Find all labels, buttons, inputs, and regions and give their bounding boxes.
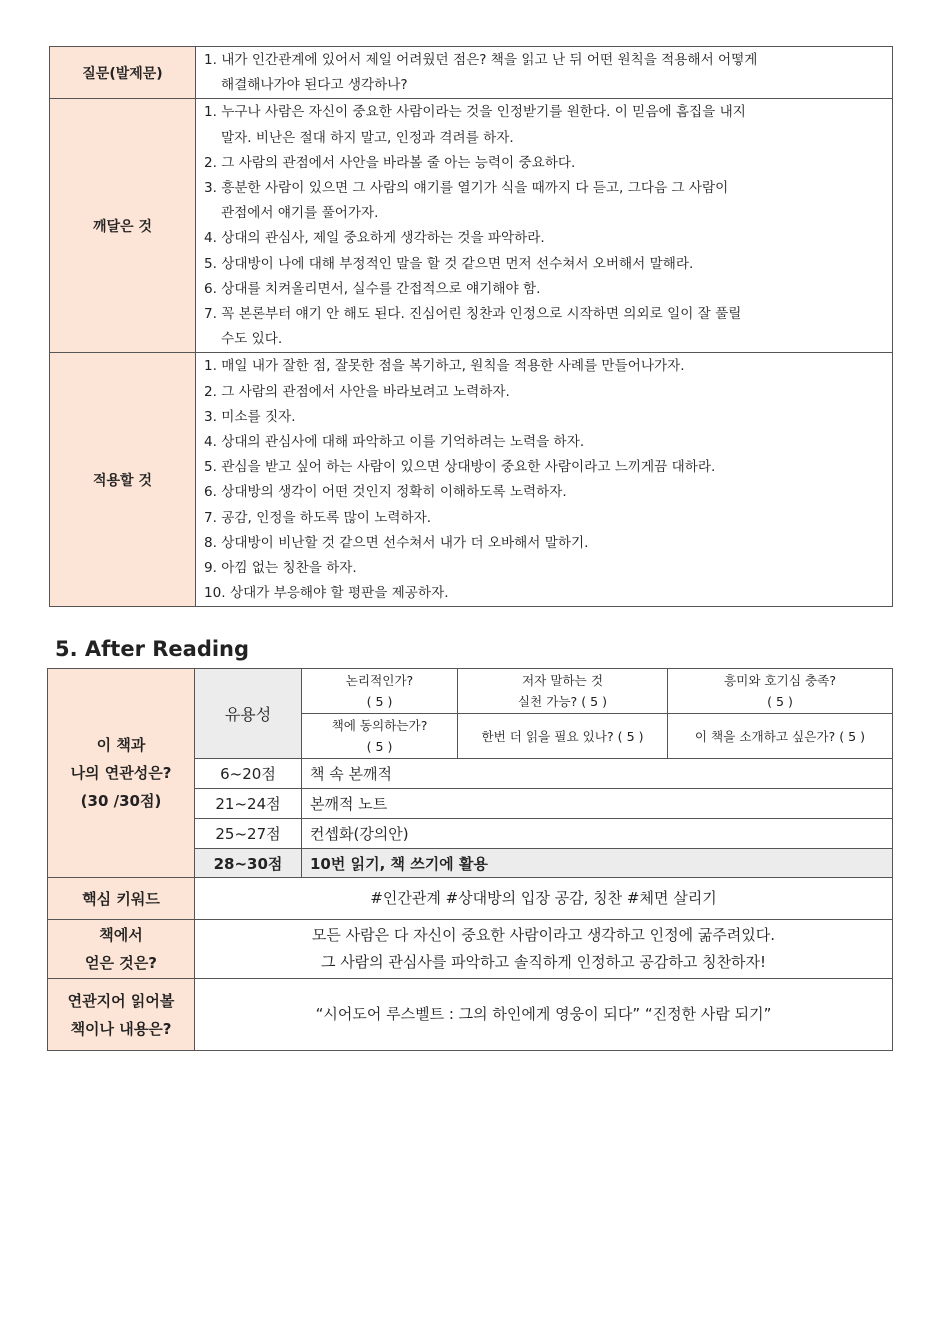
row-content: [196, 47, 893, 99]
criteria-practice: [458, 669, 668, 714]
relevance-score-total: (30 /30점): [80, 792, 162, 810]
content-line: 말자. 비난은 절대 하지 말고, 인정과 격려를 하자.: [221, 129, 514, 146]
score-range: 28~30점: [195, 849, 302, 878]
criteria-question: 저자 말하는 것: [522, 673, 603, 688]
content-line: 4. 상대의 관심사, 제일 중요하게 생각하는 것을 파악하라.: [204, 230, 545, 247]
score-desc: 책 속 본깨적: [302, 759, 893, 789]
row-label: 질문(발제문): [50, 47, 196, 99]
content-line: 5. 관심을 받고 싶어 하는 사람이 있으면 상대방이 중요한 사람이라고 느끼게끔 대하라.: [204, 459, 716, 476]
content-line: 1. 누구나 사람은 자신이 중요한 사람이라는 것을 인정받기를 원한다. 이 믿음에 흠집을 내지: [204, 104, 746, 121]
content-line: 8. 상대방이 비난할 것 같으면 선수쳐서 내가 더 오바해서 말하기.: [204, 534, 589, 551]
gained-label-line: 얻은 것은?: [85, 954, 157, 972]
criteria-score: ( 5 ): [366, 694, 393, 709]
criteria-interest: [668, 669, 893, 714]
relevance-label-line: 나의 연관성은?: [70, 764, 172, 782]
criteria-score: ( 5 ): [767, 694, 793, 709]
score-range: 6~20점: [195, 759, 302, 789]
related-label: [48, 979, 195, 1051]
relevance-label: [48, 669, 195, 878]
gained-label: [48, 920, 195, 979]
content-line: 3. 미소를 짓자.: [204, 408, 296, 425]
content-line: 2. 그 사람의 관점에서 사안을 바라보려고 노력하자.: [204, 383, 510, 400]
content-line: 6. 상대방의 생각이 어떤 것인지 정확히 이해하도록 노력하자.: [204, 484, 567, 501]
section-title: 5. After Reading: [55, 637, 250, 661]
score-range: 25~27점: [195, 819, 302, 849]
score-desc: 본깨적 노트: [302, 789, 893, 819]
keyword-label: 핵심 키워드: [48, 878, 195, 920]
related-label-line: 책이나 내용은?: [70, 1019, 172, 1038]
criteria-reread: 한번 더 읽을 필요 있나? ( 5 ): [458, 714, 668, 759]
realization-row: [50, 99, 893, 353]
content-line: 4. 상대의 관심사에 대해 파악하고 이를 기억하려는 노력을 하자.: [204, 434, 585, 451]
row-label: 적용할 것: [50, 353, 196, 607]
row-content: [196, 99, 893, 353]
content-line: 10. 상대가 부응해야 할 평판을 제공하자.: [204, 585, 449, 602]
criteria-agree: [302, 714, 458, 759]
content-line: 수도 있다.: [221, 331, 283, 348]
content-line: 7. 꼭 본론부터 얘기 안 해도 된다. 진심어린 칭찬과 인정으로 시작하면 의외로 일이 잘 풀릴: [204, 306, 742, 323]
score-range: 21~24점: [195, 789, 302, 819]
content-line: 3. 흥분한 사람이 있으면 그 사람의 얘기를 열기가 식을 때까지 다 듣고, 그다음 그 사람이: [204, 180, 729, 197]
criteria-question: 논리적인가?: [345, 673, 414, 688]
question-row: [50, 47, 893, 99]
criteria-logical: [302, 669, 458, 714]
content-line: 2. 그 사람의 관점에서 사안을 바라볼 줄 아는 능력이 중요하다.: [204, 154, 576, 171]
content-line: 1. 내가 인간관계에 있어서 제일 어려웠던 점은? 책을 읽고 난 뒤 어떤 원칙을 적용해서 어떻게: [204, 52, 758, 68]
gained-label-line: 책에서: [99, 926, 143, 944]
after-reading-table: [47, 668, 893, 1051]
content-line: 9. 아낌 없는 칭찬을 하자.: [204, 560, 357, 577]
criteria-score: ( 5 ): [366, 739, 393, 754]
apply-row: [50, 353, 893, 607]
content-line: 관점에서 얘기를 풀어가자.: [221, 205, 379, 222]
gained-line: 모든 사람은 다 자신이 중요한 사람이라고 생각하고 인정에 굶주려있다.: [311, 926, 776, 944]
score-desc: 컨셉화(강의안): [302, 819, 893, 849]
criteria-question: 흥미와 호기심 충족?: [723, 673, 836, 688]
criteria-score: 실천 가능? ( 5 ): [517, 694, 608, 709]
row-label: 깨달은 것: [50, 99, 196, 353]
criteria-recommend: 이 책을 소개하고 싶은가? ( 5 ): [668, 714, 893, 759]
gained-text: [195, 920, 893, 979]
score-desc: 10번 읽기, 책 쓰기에 활용: [302, 849, 893, 878]
content-line: 5. 상대방이 나에 대해 부정적인 말을 할 것 같으면 먼저 선수쳐서 오버해서 말해라.: [204, 255, 694, 272]
criteria-question: 책에 동의하는가?: [331, 718, 428, 733]
usefulness-label: 유용성: [195, 669, 302, 759]
related-label-line: 연관지어 읽어볼: [67, 991, 175, 1010]
content-line: 7. 공감, 인정을 하도록 많이 노력하자.: [204, 509, 432, 526]
gained-line: 그 사람의 관심사를 파악하고 솔직하게 인정하고 공감하고 칭찬하자!: [320, 953, 767, 971]
content-line: 1. 매일 내가 잘한 점, 잘못한 점을 복기하고, 원칙을 적용한 사례를 만들어나가자.: [204, 358, 685, 375]
row-content: [196, 353, 893, 607]
content-line: 6. 상대를 치켜올리면서, 실수를 간접적으로 얘기해야 함.: [204, 280, 541, 297]
keywords: #인간관계 #상대방의 입장 공감, 칭찬 #체면 살리기: [195, 878, 893, 920]
relevance-label-line: 이 책과: [96, 736, 146, 754]
content-line: 해결해나가야 된다고 생각하나?: [221, 77, 408, 94]
reading-notes-table: [49, 46, 893, 607]
related-text: “시어도어 루스벨트 : 그의 하인에게 영웅이 되다” “진정한 사람 되기”: [195, 979, 893, 1051]
